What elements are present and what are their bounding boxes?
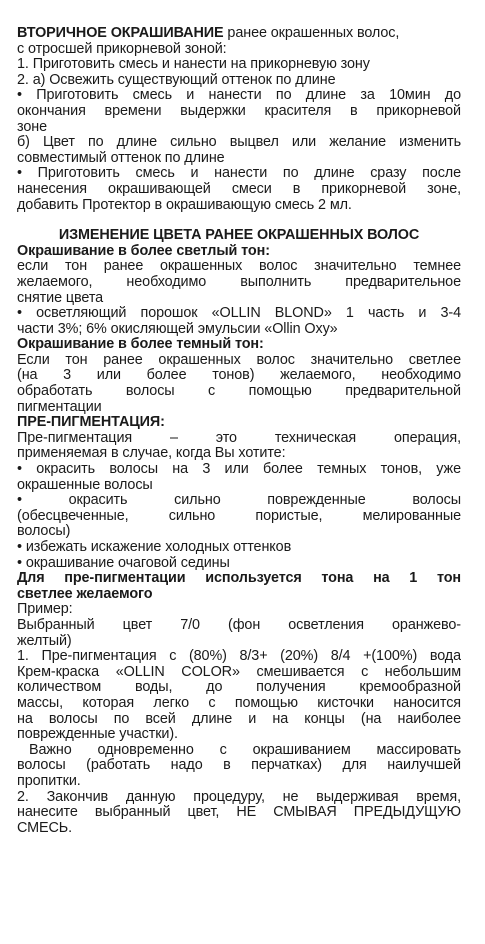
section1-line: 1. Приготовить смесь и нанести на прикорневую зону — [17, 57, 370, 73]
example-line: СМЕСЬ. — [17, 820, 73, 836]
darker-subheading: Окрашивание в более темный тон: — [17, 337, 264, 353]
section1-line: добавить Протектор в окрашивающую смесь 2 мл. — [17, 197, 352, 213]
prepig-line: применяемая в случае, когда Вы хотите: — [17, 446, 286, 462]
document-page — [17, 26, 461, 836]
lighter-line: желаемого, необходимо выполнить предварительное — [17, 274, 461, 290]
prepig-line: • избежать искажение холодных оттенков — [17, 540, 292, 555]
prepig-line: • окрасить волосы на 3 или более темных тонов, уже — [17, 462, 461, 478]
spacer — [17, 213, 461, 228]
section1-line: нанесения окрашивающей смеси в прикорневой зоне, — [17, 181, 461, 197]
section1-line: б) Цвет по длине сильно выцвел или желание изменить — [17, 135, 461, 151]
darker-line: Если тон ранее окрашенных волос значительно светлее — [17, 352, 461, 368]
section1-line: зоне — [17, 119, 47, 135]
example-line: поврежденные участки). — [17, 727, 178, 743]
lighter-line: если тон ранее окрашенных волос значительно темнее — [17, 259, 461, 275]
section1-title-rest: ранее окрашенных волос, — [223, 26, 400, 41]
example-line: количеством воды, до получения кремообразной — [17, 680, 461, 696]
darker-line: обработать волосы с помощью предварительной — [17, 384, 461, 400]
section1-line: окончания времени выдержки красителя в прикорневой — [17, 103, 461, 119]
lighter-line: снятие цвета — [17, 290, 104, 306]
prepig-line: • окрасить сильно поврежденные волосы — [17, 493, 461, 509]
example-line: 2. Закончив данную процедуру, не выдерживая время, — [17, 789, 461, 805]
lighter-subheading: Окрашивание в более светлый тон: — [17, 243, 270, 259]
prepig-bold-line: светлее желаемого — [17, 586, 153, 602]
darker-line: пигментации — [17, 399, 102, 415]
prepig-line: • окрашивание очаговой седины — [17, 555, 230, 571]
example-line: Выбранный цвет 7/0 (фон осветления оранжево- — [17, 617, 461, 633]
section1-line: • Приготовить смесь и нанести по длине сразу после — [17, 166, 461, 182]
example-line: Крем-краска «OLLIN COLOR» смешивается с небольшим — [17, 664, 461, 680]
example-line: 1. Пре-пигментация с (80%) 8/3+ (20%) 8/4 +(100%) вода — [17, 649, 461, 665]
prepig-bold-line: Для пре-пигментации используется тона на 1 тон — [17, 571, 461, 587]
example-line: Пример: — [17, 602, 73, 618]
example-line: на волосы по всей длине и на концы (на наиболее — [17, 711, 461, 727]
darker-line: (на 3 или более тонов) желаемого, необходимо — [17, 368, 461, 384]
example-line: массы, которая легко с помощью кисточки наносится — [17, 695, 461, 711]
section2-heading: ИЗМЕНЕНИЕ ЦВЕТА РАНЕЕ ОКРАШЕННЫХ ВОЛОС — [58, 228, 420, 244]
lighter-line: части 3%; 6% окисляющей эмульсии «Ollin Oxy» — [17, 321, 338, 337]
prepig-line: окрашенные волосы — [17, 477, 153, 493]
section1-title: ВТОРИЧНОЕ ОКРАШИВАНИЕ — [17, 26, 224, 41]
prepig-line: (обесцвеченные, сильно пористые, мелированные — [17, 508, 461, 524]
prepig-subheading: ПРЕ-ПИГМЕНТАЦИЯ: — [17, 415, 165, 431]
example-line: нанесите выбранный цвет, НЕ СМЫВАЯ ПРЕДЫДУЩУЮ — [17, 805, 461, 821]
example-line: желтый) — [17, 633, 72, 649]
section1-title-line — [17, 26, 461, 42]
prepig-line: Пре-пигментация – это техническая операция, — [17, 430, 461, 446]
example-line: Важно одновременно с окрашиванием массировать — [29, 742, 461, 758]
section1-line: • Приготовить смесь и нанести по длине за 10мин до — [17, 88, 461, 104]
lighter-line: • осветляющий порошок «OLLIN BLOND» 1 часть и 3-4 — [17, 306, 461, 322]
prepig-line: волосы) — [17, 524, 71, 540]
section1-line: совместимый оттенок по длине — [17, 150, 225, 166]
section1-line: 2. а) Освежить существующий оттенок по длине — [17, 72, 336, 88]
example-line: пропитки. — [17, 773, 81, 789]
example-line: волосы (работать надо в перчатках) для наилучшей — [17, 758, 461, 774]
section1-line: с отросшей прикорневой зоной: — [17, 41, 227, 57]
